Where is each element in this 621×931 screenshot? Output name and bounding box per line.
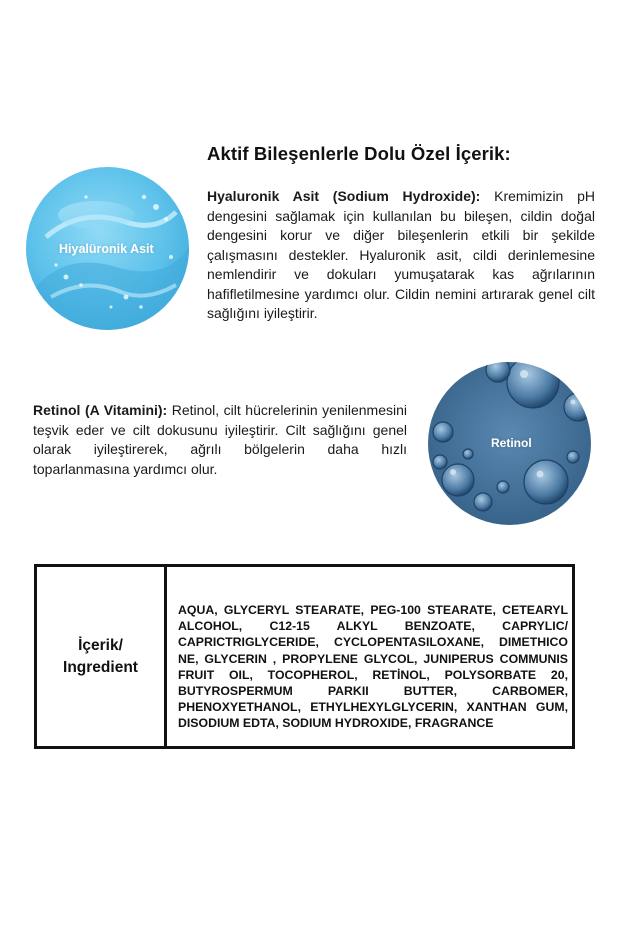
ingredients-label-line2: Ingredient — [63, 659, 138, 676]
section-heading: Aktif Bileşenlerle Dolu Özel İçerik: — [207, 143, 511, 164]
hyaluronic-image-label: Hiyalüronik Asit — [59, 242, 154, 256]
retinol-body: Retinol, cilt hücrelerinin yenilenmesini teşvik eder ve cilt dokusunu iyileştirir. Cilt sağlığını genel olarak iyileştirerek, ağrılı bölgelerin daha hızlı toparlanmasına yardımcı olur. — [33, 402, 407, 477]
retinol-image-label: Retinol — [491, 436, 532, 450]
ingredients-table — [34, 564, 575, 749]
hyaluronic-paragraph — [207, 187, 595, 324]
hyaluronic-body: Kremimizin pH dengesini sağlamak için kullanılan bu bileşen, cildin doğal dengesini korur ve diğer bileşenlerin etkili bir şekilde çalışmasını destekler. Hyaluronik asit, cildi derinlemesine nemlendirir ve dokuları yumuşatarak kas ağrılarının hafifletilmesine yardımcı olur. Cildin nemini artırarak genel cilt sağlığını iyileştirir. — [207, 188, 596, 321]
ingredients-label-cell — [37, 567, 167, 746]
retinol-image — [428, 362, 591, 525]
retinol-title: Retinol (A Vitamini): — [33, 402, 168, 418]
ingredients-label-line1: İçerik/ — [78, 637, 123, 654]
hyaluronic-title: Hyaluronik Asit (Sodium Hydroxide): — [207, 188, 481, 204]
retinol-paragraph — [33, 401, 407, 479]
ingredients-list: AQUA, GLYCERYL STEARATE, PEG-100 STEARATE, CETEARYL ALCOHOL, C12-15 ALKYL BENZOATE, CAPRYLIC/ CAPRICTRIGLYCERIDE, CYCLOPENTASILOXANE, DIMETHICO NE, GLYCERIN , PROPYLENE GLYCOL, JUNIPERUS COMMUNIS FRUIT OIL, TOCOPHEROL, RETİNOL, POLYSORBATE 20, BUTYROSPERMUM PARKII BUTTER, CARBOMER, PHENOXYETHANOL, ETHYLHEXYLGLYCERIN, XANTHAN GUM, DISODIUM EDTA, SODIUM HYDROXIDE, FRAGRANCE — [178, 603, 568, 731]
hyaluronic-acid-image — [26, 167, 189, 330]
ingredients-label — [37, 635, 164, 679]
